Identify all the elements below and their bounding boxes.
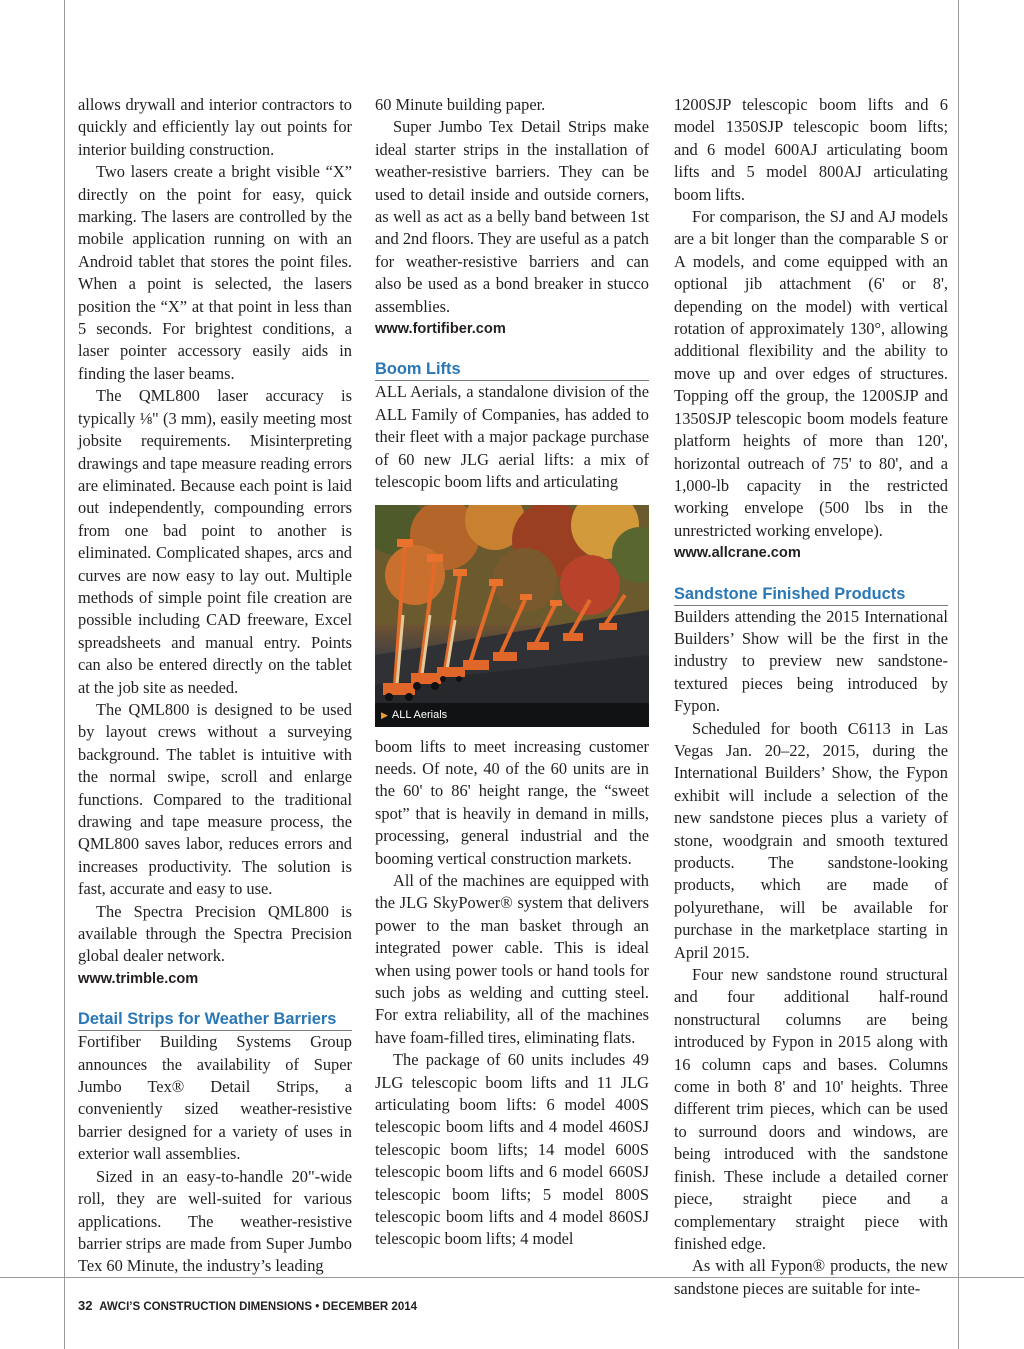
section-heading-boom-lifts: Boom Lifts <box>375 359 649 381</box>
trim-line-left <box>64 0 65 1349</box>
body-paragraph: Builders attending the 2015 International Builders’ Show will be the first in the industry to preview new sandstone-textured pieces being introduced by Fypon. <box>674 606 948 716</box>
body-paragraph: 60 Minute building paper. <box>375 95 546 114</box>
body-paragraph: The package of 60 units includes 49 JLG telescopic boom lifts and 11 JLG articulating boom lifts: 6 model 400S telescopic boom lifts and 4 model 460SJ telescopic boom lifts; 14 model 600S telescopic boom lifts and 6 model 660SJ telescopic boom lifts; 5 model 800S telescopic boom lifts and 4 model 860SJ telescopic boom lifts; 4 model <box>375 1050 649 1249</box>
body-paragraph: Fortifiber Building Systems Group announces the availability of Super Jumbo Tex® Detail Strips, a conveniently sized weather-resistive barrier designed for a variety of uses in exterior wall assemblies. <box>78 1032 352 1164</box>
body-paragraph: The Spectra Precision QML800 is available through the Spectra Precision global dealer network. <box>78 901 352 966</box>
body-paragraph: Sized in an easy-to-handle 20"-wide roll, they are well-suited for various applications. The weather-resistive barrier strips are made from Super Jumbo Tex 60 Minute, the industry’s leading <box>78 1166 352 1276</box>
allcrane-url-link[interactable]: www.allcrane.com <box>674 545 801 562</box>
page-number: 32 <box>78 1298 93 1313</box>
body-paragraph: For comparison, the SJ and AJ models are a bit longer than the comparable S or A models, and come equipped with an optional jib attachment (6' or 8', depending on the model) with vertical rotation of approximately 130°, allowing additional flexibility and the ability to move up and over edges of structures. Topping off the group, the 1200SJP and 1350SJP telescopic boom models feature platform heights of more than 120', horizontal outreach of 75' to 80', and a 1,000-lb capacity in the restricted working envelope (500 lbs in the unrestricted working envelope). <box>674 207 948 540</box>
body-paragraph: ALL Aerials, a standalone division of the ALL Family of Companies, has added to their fleet with a major package purchase of 60 new JLG aerial lifts: a mix of telescopic boom lifts and articulating <box>375 382 649 492</box>
body-paragraph: boom lifts to meet increasing customer needs. Of note, 40 of the 60 units are in the 60' to 86' height range, the “sweet spot” that is heavily in demand in mills, processing, general industrial and the booming vertical construction markets. <box>375 736 649 868</box>
column-3 <box>674 94 948 1300</box>
body-paragraph: Scheduled for booth C6113 in Las Vegas Jan. 20–22, 2015, during the International Builders’ Show, the Fypon exhibit will include a selection of the new sandstone pieces plus a variety of stone, woodgrain and smooth textured products. The sandstone-looking products, which are made of polyurethane, will be available for purchase in the marketplace starting in April 2015. <box>674 718 948 962</box>
photo-caption <box>375 703 649 727</box>
section-heading-sandstone: Sandstone Finished Products <box>674 584 948 606</box>
publication-line: AWCI’S CONSTRUCTION DIMENSIONS • DECEMBER 2014 <box>99 1301 418 1313</box>
body-paragraph: As with all Fypon® products, the new sandstone pieces are suitable for inte- <box>674 1256 948 1298</box>
photo-caption-text: ALL Aerials <box>391 708 448 721</box>
boom-lifts-illustration <box>375 505 649 727</box>
body-paragraph: The QML800 is designed to be used by layout crews without a surveying background. The tablet is intuitive with the normal swipe, scroll and enlarge functions. Compared to the traditional drawing and tape measure process, the QML800 saves labor, reduces errors and increases productivity. The solution is fast, accurate and easy to use. <box>78 699 352 899</box>
fortifiber-url-link[interactable]: www.fortifiber.com <box>375 321 506 338</box>
body-paragraph: 1200SJP telescopic boom lifts and 6 model 1350SJP telescopic boom lifts; and 6 model 600AJ articulating boom lifts and 5 model 800AJ articulating boom lifts. <box>674 95 948 204</box>
page-footer <box>78 1298 417 1313</box>
body-paragraph: allows drywall and interior contractors to quickly and efficiently lay out points for interior building construction. <box>78 95 352 159</box>
caption-triangle-icon: ▶ <box>381 709 388 720</box>
column-1 <box>78 94 352 1278</box>
body-paragraph: The QML800 laser accuracy is typically ⅛" (3 mm), easily meeting most jobsite requirements. Misinterpreting drawings and tape measure reading errors are eliminated. Because each point is laid out independently, compounding errors from one bad point to another is eliminated. Complicated shapes, arcs and curves are now easy to lay out. Multiple methods of simple point file creation are possible including CAD freeware, Excel spreadsheets and manual entry. Points can also be entered directly on the tablet at the job site as needed. <box>78 386 352 697</box>
body-paragraph: Four new sandstone round structural and four additional half-round nonstructural columns are being introduced by Fypon in 2015 along with 16 column caps and bases. Columns come in both 8' and 10' heights. Three different trim pieces, which can be used to surround doors and windows, are being introduced with the sandstone finish. These include a detailed corner piece, straight piece and a complementary straight piece with finished edge. <box>674 965 948 1253</box>
trimble-url-link[interactable]: www.trimble.com <box>78 970 199 987</box>
body-paragraph: Two lasers create a bright visible “X” directly on the point for easy, quick marking. The lasers are controlled by the mobile application running on with an Android tablet that stores the point files. When a point is selected, the lasers position the “X” at that point in less than 5 seconds. For brightest conditions, a laser pointer accessory easily aids in finding the laser beams. <box>78 162 352 383</box>
column-2 <box>375 94 649 1251</box>
section-heading-detail-strips: Detail Strips for Weather Barriers <box>78 1009 352 1031</box>
boom-lifts-photo <box>375 505 649 727</box>
body-paragraph: Super Jumbo Tex Detail Strips make ideal starter strips in the installation of weather-resistive barriers. They can be used to detail inside and outside corners, as well as act as a belly band between 1st and 2nd floors. They are useful as a patch for weather-resistive barriers and can also be used as a bond breaker in stucco assemblies. <box>375 117 649 316</box>
body-paragraph: All of the machines are equipped with the JLG SkyPower® system that delivers power to the man basket through an integrated power cable. This is ideal when using power tools or hand tools for such jobs as welding and cutting steel. For extra reliability, all of the machines have foam-filled tires, eliminating flats. <box>375 870 649 1047</box>
trim-line-right <box>958 0 959 1349</box>
